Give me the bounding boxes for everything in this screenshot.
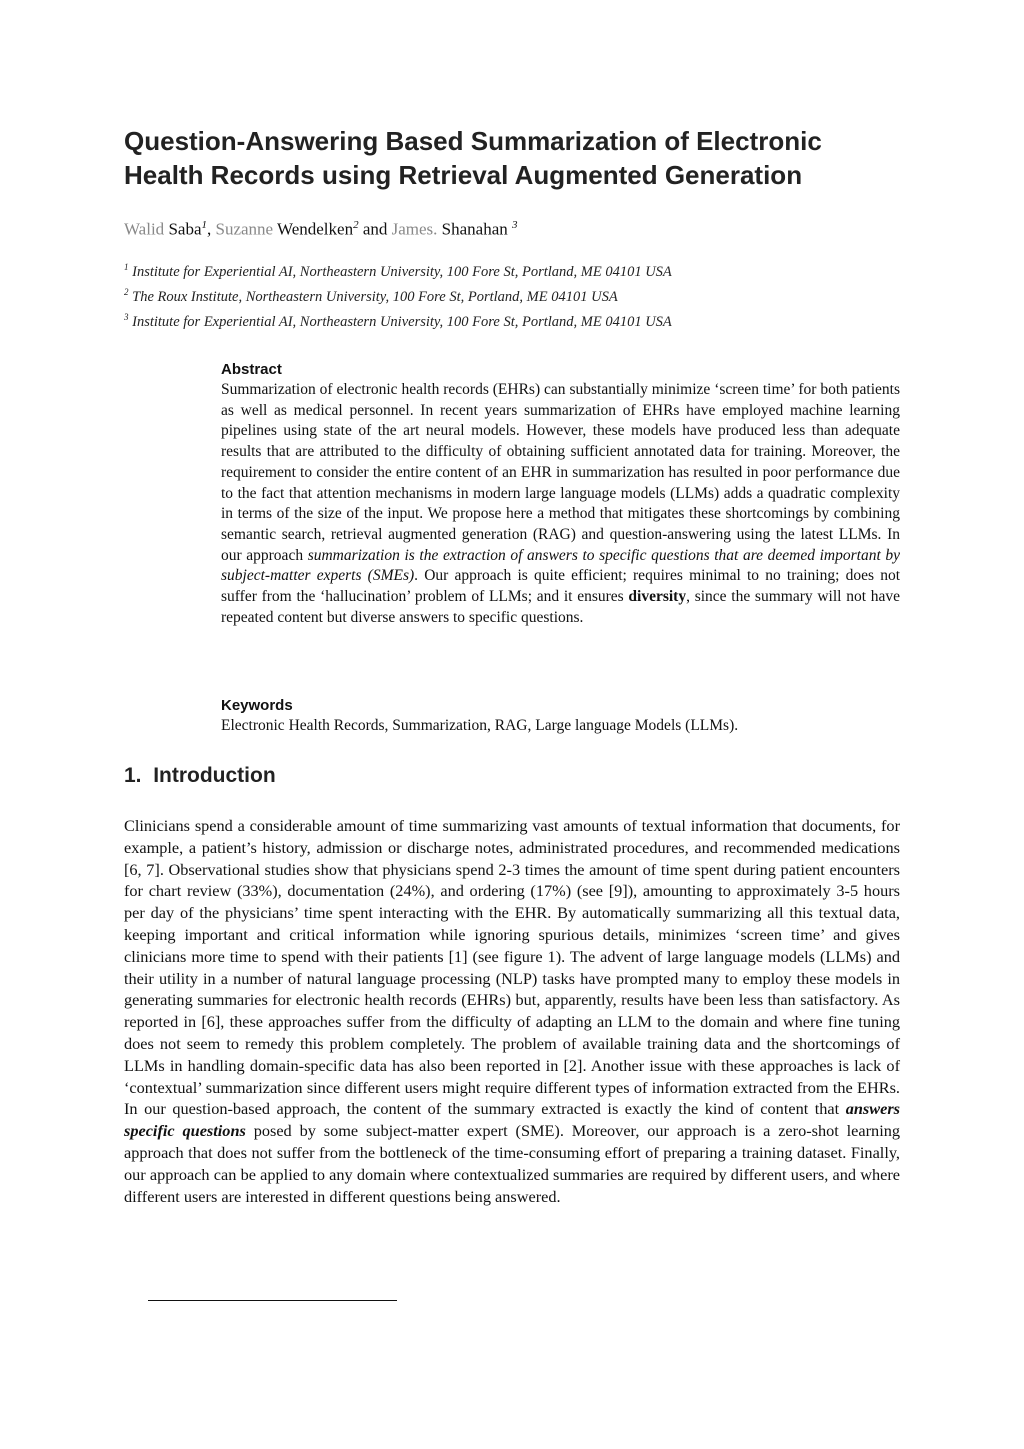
affiliation-line — [124, 282, 672, 307]
author-first-name: James. — [391, 219, 438, 239]
author-separator: and — [358, 219, 392, 239]
abstract-section — [221, 360, 900, 628]
abstract-text — [221, 380, 900, 628]
affiliation-number: 2 — [124, 286, 129, 297]
paper-title: Question-Answering Based Summarization of Electronic Health Records using Retrieval Augmented Generation — [124, 126, 822, 190]
abstract-italic-definition: summarization is the extraction of answers to specific questions that are deemed important by subject-matter experts (SMEs) — [221, 546, 900, 585]
affiliation-line — [124, 307, 672, 332]
affiliation-list — [124, 257, 672, 331]
affiliation-text: The Roux Institute, Northeastern University, 100 Fore St, Portland, ME 04101 USA — [132, 288, 618, 305]
author-list — [124, 214, 518, 241]
abstract-heading: Abstract — [221, 361, 282, 378]
keywords-heading: Keywords — [221, 697, 293, 714]
author-last-name: Shanahan — [441, 219, 508, 239]
section-title: Introduction — [153, 764, 276, 787]
abstract-body: Summarization of electronic health records (EHRs) can substantially minimize ‘screen time’ for both patients as well as medical personnel. In recent years summarization of EHRs have employed machine learning pipelines using state of the art neural models. However, these models have produced less than adequate results that are attributed to the difficulty of obtaining sufficient annotated data for training. Moreover, the requirement to consider the entire content of an EHR in summarization has resulted in poor performance due to the fact that attention mechanisms in modern large language models (LLMs) adds a quadratic complexity in terms of the size of the input. We propose here a method that mitigates these shortcomings by combining semantic search, retrieval augmented generation (RAG) and question-answering using the latest LLMs. In our approach — [221, 381, 900, 564]
affiliation-line — [124, 257, 672, 282]
keywords-section — [221, 696, 900, 737]
intro-paragraph — [124, 815, 900, 1207]
affiliation-text: Institute for Experiential AI, Northeastern University, 100 Fore St, Portland, ME 04101 USA — [132, 313, 672, 330]
abstract-body: . Our approach is quite efficient; requires minimal to no training; does not suffer from the ‘hallucination’ problem of LLMs; and it ensures — [221, 567, 900, 606]
footnote-rule — [148, 1300, 397, 1301]
affiliation-number: 3 — [124, 311, 129, 322]
intro-body: Clinicians spend a considerable amount of time summarizing vast amounts of textual information that documents, for example, a patient’s history, admission or discharge notes, administrated procedures, and recommended medications [6, 7]. Observational studies show that physicians spend 2-3 times the amount of time spent during patient encounters for chart review (33%), documentation (24%), and ordering (17%) (see [9]), amounting to approximately 3-5 hours per day of the physicians’ time spent interacting with the EHR. By automatically summarizing all this textual data, keeping important and critical information while ignoring spurious details, minimizes ‘screen time’ and gives clinicians more time to spend with their patients [1] (see figure 1). The advent of large language models (LLMs) and their utility in a number of natural language processing (NLP) tasks have prompted many to employ these models in generating summaries for electronic health records (EHRs) but, apparently, results have been less than satisfactory. As reported in [6], these approaches suffer from the difficulty of adapting an LLM to the domain and where fine tuning does not seem to remedy this problem completely. The problem of available training data and the shortcomings of LLMs in handling domain-specific data has also been reported in [2]. Another issue with these approaches is lack of ‘contextual’ summarization since different users might require different types of information extracted from the EHRs. In our question-based approach, the content of the summary extracted is exactly the kind of content that — [124, 816, 900, 1119]
author-affiliation-mark: 2 — [353, 219, 359, 231]
author-affiliation-mark: 1 — [201, 219, 207, 231]
author-last-name: Saba — [168, 219, 202, 239]
section-heading — [124, 762, 276, 790]
author-first-name: Suzanne — [215, 219, 274, 239]
author-last-name: Wendelken — [277, 219, 354, 239]
intro-body: posed by some subject-matter expert (SME). Moreover, our approach is a zero-shot learning approach that does not suffer from the bottleneck of the time-consuming effort of preparing a training dataset. Finally, our approach can be applied to any domain where contextualized summaries are required by different users, and where different users are interested in different questions being answered. — [124, 1121, 901, 1206]
keywords-text: Electronic Health Records, Summarization, RAG, Large language Models (LLMs). — [221, 717, 739, 734]
abstract-body: , since the summary will not have repeated content but diverse answers to specific questions. — [221, 588, 900, 626]
abstract-bold-term: diversity — [628, 588, 687, 606]
author-affiliation-mark: 3 — [512, 219, 518, 231]
affiliation-text: Institute for Experiential AI, Northeastern University, 100 Fore St, Portland, ME 04101 USA — [132, 263, 672, 280]
intro-emphasis: answers specific questions — [124, 1099, 900, 1141]
author-separator: , — [206, 219, 216, 239]
affiliation-number: 1 — [124, 262, 129, 272]
author-first-name: Walid — [124, 219, 165, 239]
section-number: 1. — [124, 764, 142, 787]
